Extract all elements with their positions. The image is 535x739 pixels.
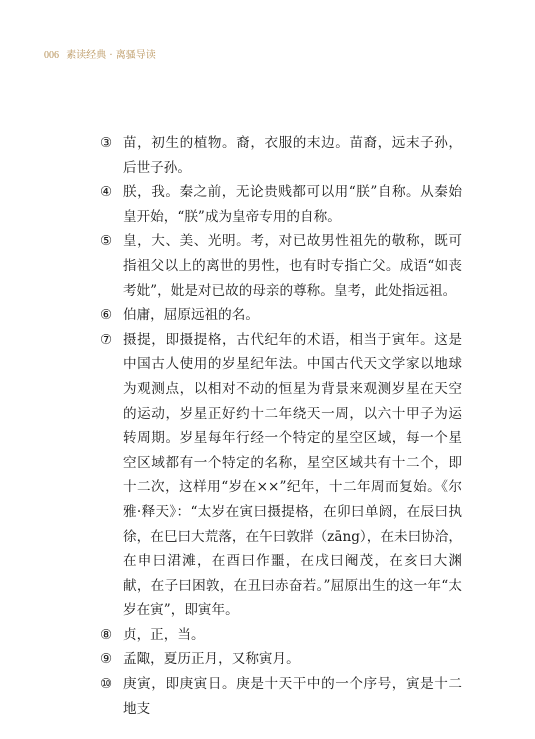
note-6 <box>100 303 462 328</box>
note-number: ⑨ <box>100 651 113 668</box>
note-text: 摄提，即摄提格，古代纪年的术语，相当于寅年。这是中国古人使用的岁星纪年法。中国古代天文学家以地球为观测点，以相对不动的恒星为背景来观测岁星在天空的运动，岁星正好约十二年绕天一周，以六十甲子为运转周期。岁星每年行经一个特定的星空区域，每一个星空区域都有一个特定的名称，星空区域共有十二个，即十二次，这样用“岁在××”纪年，十二年周而复始。《尔雅·释天》：“太岁在寅曰摄提格，在卯曰单阏，在辰曰执徐，在巳曰大荒落，在午曰敦牂（zāng），在未曰协洽，在申曰涒滩，在酉曰作噩，在戌曰阉茂，在亥曰大渊献，在子曰困敦，在丑曰赤奋若。”屈原出生的这一年“太岁在寅”，即寅年。 <box>123 331 462 619</box>
note-text: 苗，初生的植物。裔，衣服的末边。苗裔，远末子孙，后世子孙。 <box>123 135 462 176</box>
annotation-list <box>100 131 462 721</box>
note-10 <box>100 672 462 721</box>
note-number: ⑦ <box>100 331 113 348</box>
note-text: 皇，大、美、光明。考，对已故男性祖先的敬称，既可指祖父以上的离世的男性，也有时专指亡父。成语“如丧考妣”，妣是对已故的母亲的尊称。皇考，此处指远祖。 <box>123 233 462 299</box>
note-8 <box>100 623 462 648</box>
note-7 <box>100 328 462 623</box>
running-header <box>44 46 156 61</box>
note-text: 庚寅，即庚寅日。庚是十天干中的一个序号，寅是十二地支 <box>123 676 462 717</box>
note-number: ⑧ <box>100 626 113 643</box>
note-number: ⑥ <box>100 307 113 324</box>
note-9 <box>100 647 462 672</box>
note-number: ④ <box>100 184 113 201</box>
note-4 <box>100 180 462 229</box>
note-5 <box>100 229 462 303</box>
note-3 <box>100 131 462 180</box>
note-number: ⑤ <box>100 233 113 250</box>
note-text: 伯庸，屈原远祖的名。 <box>123 307 259 324</box>
note-text: 朕，我。秦之前，无论贵贱都可以用“朕”自称。从秦始皇开始，“朕”成为皇帝专用的自称。 <box>123 184 462 225</box>
book-title: 素读经典 · 离骚导读 <box>66 50 156 61</box>
note-number: ③ <box>100 135 113 151</box>
note-text: 孟陬，夏历正月，又称寅月。 <box>123 651 300 668</box>
note-number: ⑩ <box>100 676 113 693</box>
note-text: 贞，正，当。 <box>123 626 205 643</box>
page-number: 006 <box>44 50 59 61</box>
